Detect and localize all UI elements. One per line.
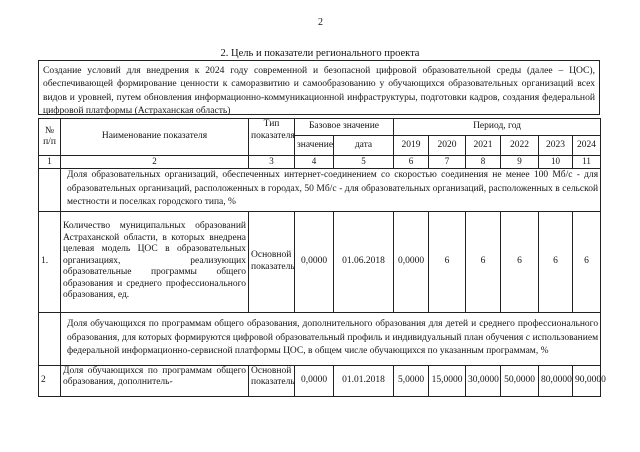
header-year: 2023 [539, 136, 573, 156]
header-base-date: дата [334, 136, 394, 156]
column-number: 10 [539, 156, 573, 169]
row-number: 1. [39, 211, 61, 312]
column-number: 7 [429, 156, 466, 169]
column-number: 6 [394, 156, 429, 169]
header-year: 2019 [394, 136, 429, 156]
year-value: 6 [539, 211, 573, 312]
year-value: 6 [466, 211, 501, 312]
year-value: 6 [501, 211, 539, 312]
year-value: 6 [429, 211, 466, 312]
header-name: Наименование показателя [61, 119, 249, 156]
year-value: 5,0000 [394, 365, 429, 396]
year-value: 0,0000 [394, 211, 429, 312]
header-year: 2022 [501, 136, 539, 156]
header-type: Тип показателя [249, 119, 295, 156]
section-spacer [39, 168, 61, 211]
header-year: 2020 [429, 136, 466, 156]
column-number: 11 [573, 156, 601, 169]
year-value: 50,0000 [501, 365, 539, 396]
indicators-table [38, 118, 606, 397]
header-year: 2024 [573, 136, 601, 156]
row-number: 2 [39, 365, 61, 396]
column-number: 2 [61, 156, 249, 169]
header-year: 2021 [466, 136, 501, 156]
column-number: 4 [295, 156, 334, 169]
year-value: 15,0000 [429, 365, 466, 396]
column-number: 9 [501, 156, 539, 169]
page-number: 2 [318, 17, 323, 28]
indicator-name: Количество муниципальных образований Астраханской области, в которых внедрена целевая модель ЦОС в образовательных организациях, реализующих образовательные программы общего образования и среднего профессионального образования, ед. [61, 211, 249, 312]
project-goal: Создание условий для внедрения к 2024 году современной и безопасной цифровой образовательной среды (далее – ЦОС), обеспечивающей формирование ценности к саморазвитию и самообразованию у обучающихся образовательных организаций всех видов и уровней, путем обновления информационно-коммуникационной инфраструктуры, подготовки кадров, создания федеральной цифровой платформы (Астраханская область) [38, 60, 600, 115]
header-base-value: значение [295, 136, 334, 156]
header-period: Период, год [394, 119, 601, 136]
indicator-type: Основной показатель [249, 211, 295, 312]
year-value: 80,0000 [539, 365, 573, 396]
section-title: 2. Цель и показатели регионального проекта [220, 48, 420, 59]
section-title-row: Доля обучающихся по программам общего образования, дополнительного образования для детей и среднего профессионального образования, для которых формируются цифровой образовательный профиль и индивидуальный план обучения с использованием федеральной информационно-сервисной платформы ЦОС, в общем числе обучающихся по указанным программам, % [61, 312, 601, 365]
base-value: 0,0000 [295, 365, 334, 396]
column-number: 1 [39, 156, 61, 169]
base-value: 0,0000 [295, 211, 334, 312]
section-title-row: Доля образовательных организаций, обеспеченных интернет-соединением со скоростью соединения не менее 100 Мб/c - для образовательных организаций, расположенных в городах, 50 Мб/c - для образовательных организаций, расположенных в сельской местности и поселках городского типа, % [61, 168, 601, 211]
column-number: 8 [466, 156, 501, 169]
indicator-name: Доля обучающихся по программам общего образования, дополнитель- [61, 365, 249, 396]
base-date: 01.06.2018 [334, 211, 394, 312]
column-number: 5 [334, 156, 394, 169]
header-num: № п/п [39, 119, 61, 156]
header-base: Базовое значение [295, 119, 394, 136]
indicator-type: Основной показатель [249, 365, 295, 396]
year-value: 6 [573, 211, 601, 312]
column-number: 3 [249, 156, 295, 169]
year-value: 30,0000 [466, 365, 501, 396]
section-spacer [39, 312, 61, 365]
year-value: 90,0000 [573, 365, 601, 396]
base-date: 01.01.2018 [334, 365, 394, 396]
